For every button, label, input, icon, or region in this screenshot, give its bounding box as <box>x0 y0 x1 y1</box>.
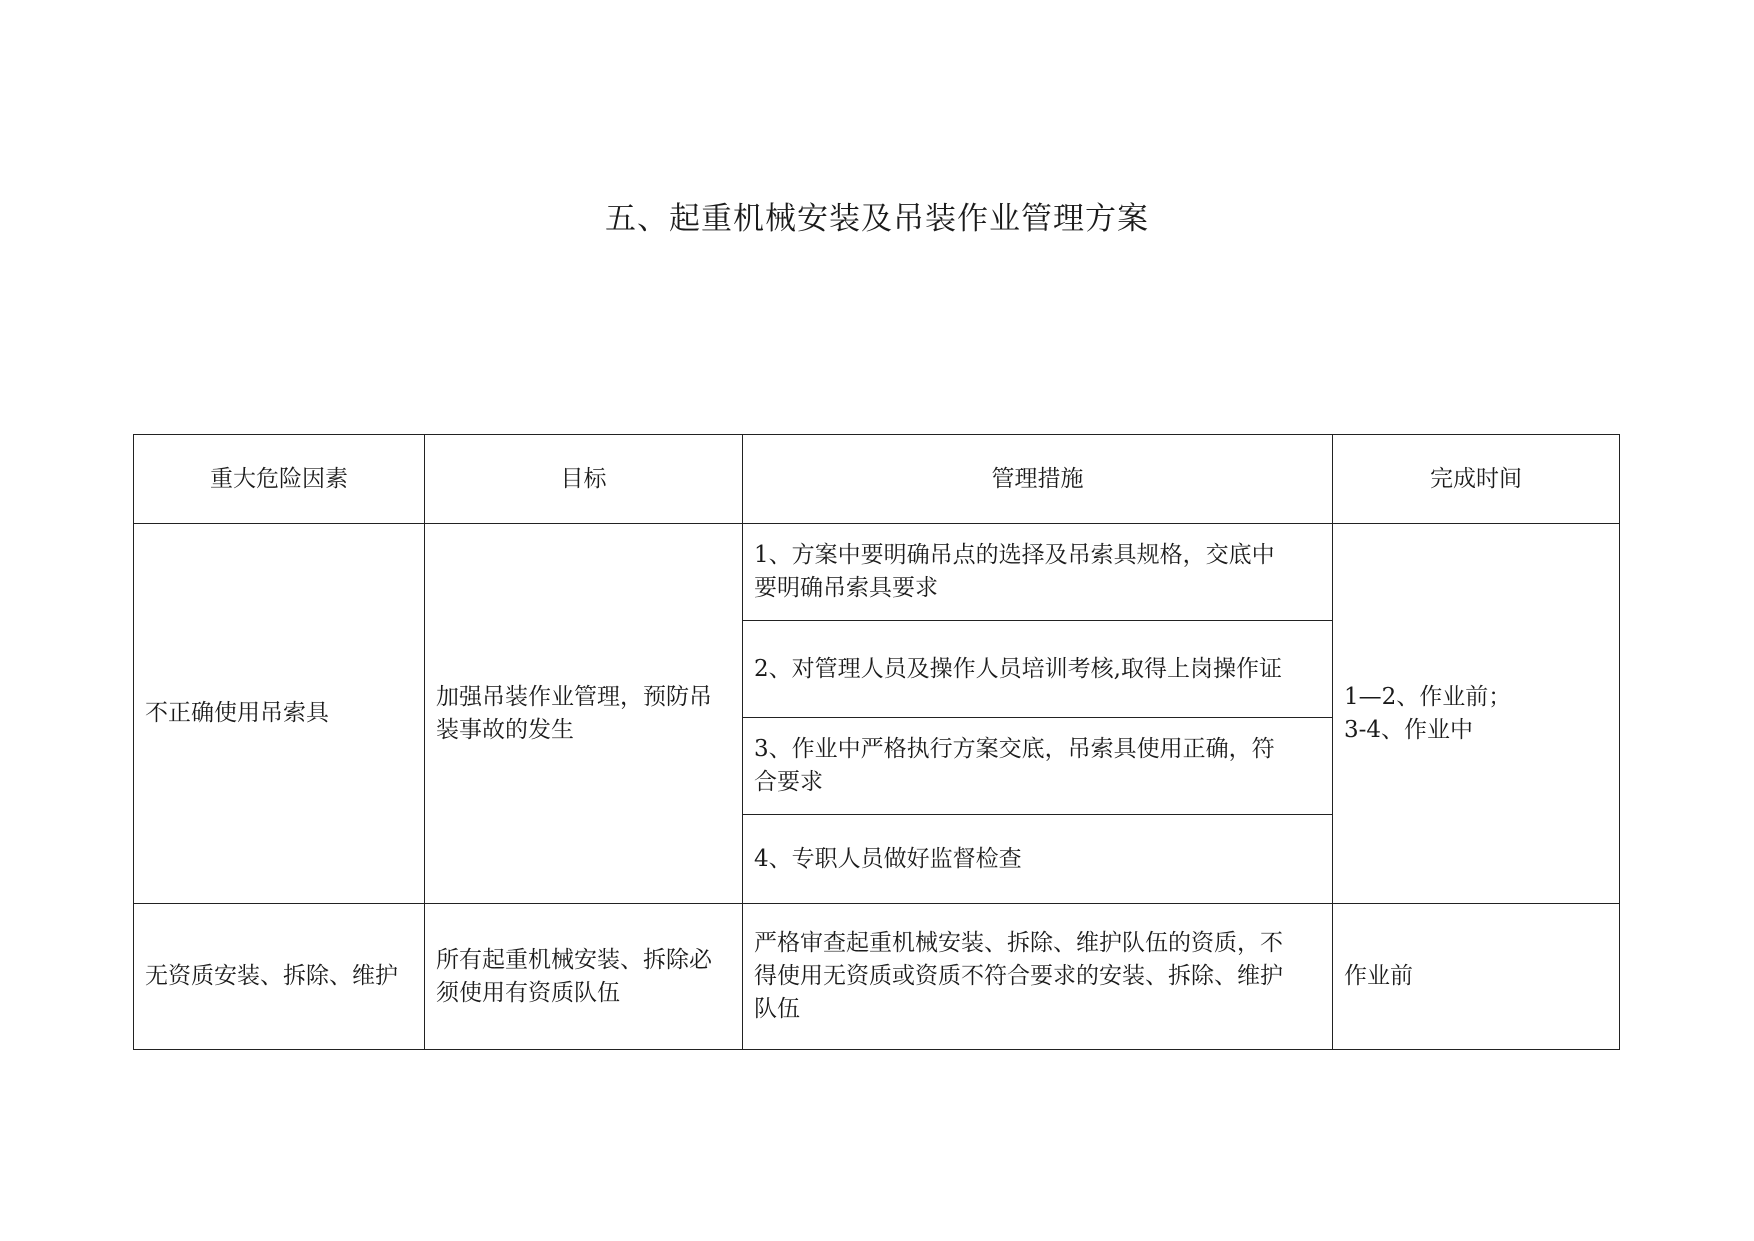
measure-cell <box>743 718 1333 815</box>
hazard-text: 无资质安装、拆除、维护 <box>145 963 398 989</box>
header-goal: 目标 <box>425 435 743 524</box>
time-text: 作业前 <box>1344 963 1413 989</box>
measure-cell <box>743 524 1333 621</box>
measure-cell <box>743 621 1333 718</box>
measure-cell <box>743 904 1333 1050</box>
hazard-text: 不正确使用吊索具 <box>145 700 329 726</box>
header-measures: 管理措施 <box>743 435 1333 524</box>
time-text: 1—2、作业前； 3-4、作业中 <box>1344 683 1512 743</box>
time-cell <box>1333 524 1620 904</box>
measure-text: 2、对管理人员及操作人员培训考核,取得上岗操作证 <box>754 655 1282 682</box>
measure-text: 4、专职人员做好监督检查 <box>754 845 1022 872</box>
measure-text: 严格审查起重机械安装、拆除、维护队伍的资质，不 得使用无资质或资质不符合要求的安装、拆除、维护 队伍 <box>754 930 1283 1022</box>
header-completion-time: 完成时间 <box>1333 435 1620 524</box>
measure-text: 1、方案中要明确吊点的选择及吊索具规格，交底中 要明确吊索具要求 <box>754 542 1275 601</box>
table-row <box>134 904 1620 1050</box>
measure-cell <box>743 815 1333 904</box>
table-row <box>134 524 1620 621</box>
header-hazard: 重大危险因素 <box>134 435 425 524</box>
hazard-cell <box>134 904 425 1050</box>
hazard-cell <box>134 524 425 904</box>
time-cell <box>1333 904 1620 1050</box>
page-title: 五、起重机械安装及吊装作业管理方案 <box>605 201 1149 237</box>
measure-text: 3、作业中严格执行方案交底，吊索具使用正确，符 合要求 <box>754 736 1275 795</box>
goal-text: 加强吊装作业管理，预防吊 装事故的发生 <box>436 683 712 743</box>
goal-cell <box>425 904 743 1050</box>
goal-text: 所有起重机械安装、拆除必 须使用有资质队伍 <box>436 946 712 1006</box>
goal-cell <box>425 524 743 904</box>
management-plan-table <box>133 434 1620 1050</box>
table-header-row <box>134 435 1620 524</box>
